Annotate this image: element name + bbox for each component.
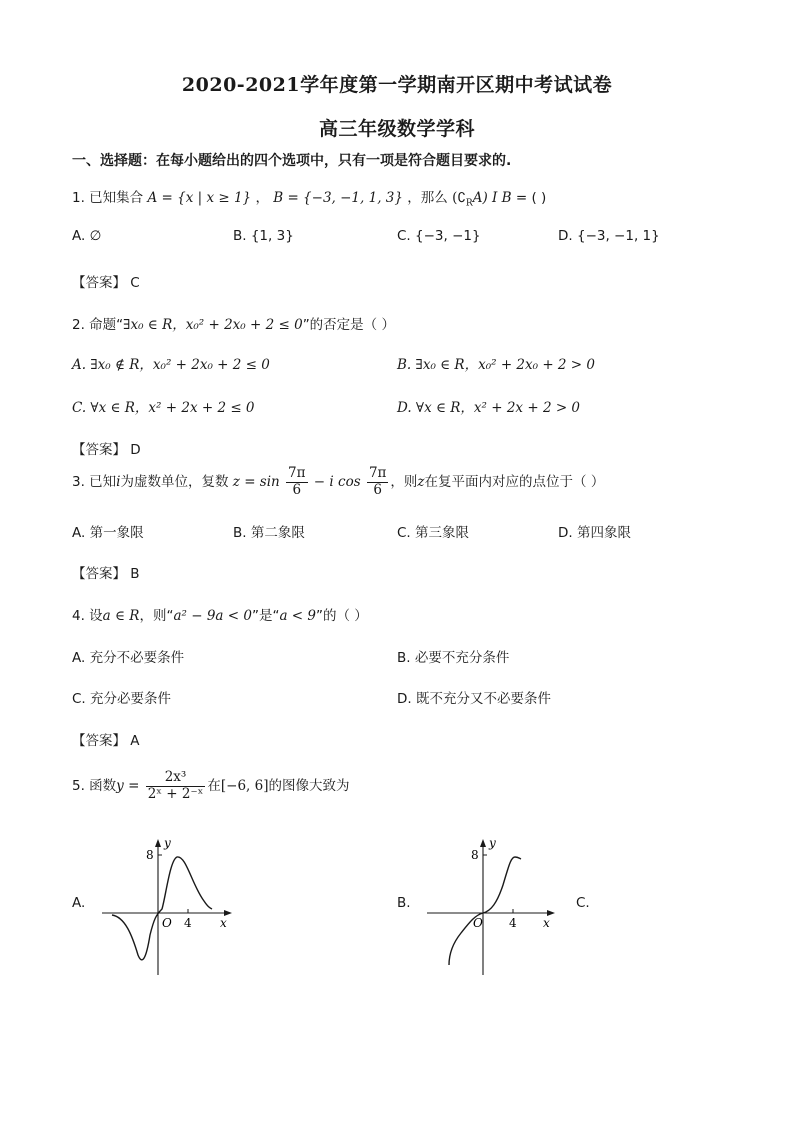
q1-sep1: ， bbox=[255, 190, 269, 206]
section-heading: 一、选择题：在每小题给出的四个选项中，只有一项是符合题目要求的. bbox=[72, 153, 512, 169]
q3-fraction-1 bbox=[286, 466, 307, 498]
graph-a-origin: O bbox=[162, 916, 172, 930]
q3-mid: 为虚数单位，复数 bbox=[120, 474, 229, 491]
graph-b-x-tick-label: 4 bbox=[509, 916, 517, 930]
q1-sep2: ，那么 bbox=[407, 190, 448, 206]
q5-mid: 在 bbox=[207, 778, 221, 795]
q2-statement: ∃x₀ ∈ R，x₀² + 2x₀ + 2 ≤ 0 bbox=[123, 317, 303, 333]
q3-frac2-num: 7π bbox=[368, 465, 387, 481]
q4-answer-value: A bbox=[130, 733, 140, 749]
q3-option-b: B. 第二象限 bbox=[233, 525, 305, 541]
q5-frac-num: 2x³ bbox=[146, 770, 206, 787]
question-1 bbox=[72, 186, 546, 209]
q4-inequality-2: a < 9 bbox=[279, 608, 316, 624]
q1-answer-value: C bbox=[130, 275, 140, 291]
q4-answer bbox=[72, 729, 140, 749]
q1-option-a: A. ∅ bbox=[72, 228, 102, 244]
q1-set-a: A = {x | x ≥ 1} bbox=[147, 190, 252, 206]
q2-option-b: B. ∃x₀ ∈ R，x₀² + 2x₀ + 2 > 0 bbox=[397, 357, 596, 373]
question-5 bbox=[72, 770, 349, 802]
q1-expr-sub: R bbox=[465, 198, 473, 209]
q3-tail2: 在复平面内对应的点位于（ ） bbox=[424, 474, 605, 491]
q3-frac2-den: 6 bbox=[373, 481, 382, 498]
q2-tail: ”的否定是（ ） bbox=[302, 317, 395, 333]
q1-option-b: B. {1, 3} bbox=[233, 228, 294, 244]
q3-frac1-den: 6 bbox=[292, 481, 302, 498]
question-4 bbox=[72, 604, 368, 624]
q5-option-c-label: C. bbox=[576, 895, 590, 911]
exam-title: 2020-2021学年度第一学期南开区期中考试试卷 bbox=[181, 74, 613, 96]
graph-a-y-arrow bbox=[155, 839, 161, 847]
q3-i: i bbox=[116, 474, 121, 491]
graph-b-origin: O bbox=[473, 916, 483, 930]
q4-tail: ”的（ ） bbox=[316, 608, 368, 624]
q1-prefix: 1. 已知集合 bbox=[72, 190, 144, 206]
q2-prefix: 2. 命题“ bbox=[72, 317, 124, 333]
q5-graph-b bbox=[425, 835, 565, 975]
q1-answer bbox=[72, 271, 140, 291]
q3-minus: − i cos bbox=[309, 474, 361, 491]
graph-a-y-tick-label: 8 bbox=[146, 848, 154, 862]
q5-tail: 的图像大致为 bbox=[268, 778, 350, 795]
exam-subtitle: 高三年级数学学科 bbox=[318, 118, 475, 140]
graph-b-curve bbox=[449, 857, 521, 965]
q3-prefix: 3. 已知 bbox=[72, 474, 117, 491]
q3-option-d: D. 第四象限 bbox=[558, 525, 631, 541]
q4-option-a: A. 充分不必要条件 bbox=[72, 650, 185, 666]
q5-fraction bbox=[146, 770, 206, 802]
answer-tag: 【答案】 bbox=[72, 442, 126, 458]
q3-frac1-num: 7π bbox=[288, 465, 306, 481]
q3-option-c: C. 第三象限 bbox=[397, 525, 470, 541]
q5-graph-a bbox=[100, 835, 240, 975]
q3-tail1: ，则 bbox=[390, 474, 418, 491]
q4-prefix: 4. 设 bbox=[72, 608, 103, 624]
q1-set-b: B = {−3, −1, 1, 3} bbox=[273, 190, 403, 206]
graph-a-y-label: y bbox=[164, 836, 171, 850]
question-2 bbox=[72, 313, 395, 333]
q5-option-a-label: A. bbox=[72, 895, 86, 911]
q2-answer bbox=[72, 438, 141, 458]
graph-b-y-arrow bbox=[480, 839, 486, 847]
q3-z-eq: z = sin bbox=[232, 474, 280, 491]
q3-answer bbox=[72, 562, 140, 582]
q1-expr-tail: A) I B bbox=[472, 190, 512, 206]
q5-y-eq: y = bbox=[116, 778, 140, 795]
q4-condition: a ∈ R bbox=[102, 608, 140, 624]
q5-option-b-label: B. bbox=[397, 895, 411, 911]
q4-mid1: ，则“ bbox=[139, 608, 174, 624]
q5-frac-den: 2ˣ + 2⁻ˣ bbox=[147, 785, 204, 802]
q5-prefix: 5. 函数 bbox=[72, 778, 117, 795]
question-3 bbox=[72, 466, 604, 498]
q4-inequality-1: a² − 9a < 0 bbox=[173, 608, 252, 624]
answer-tag: 【答案】 bbox=[72, 275, 126, 291]
answer-tag: 【答案】 bbox=[72, 733, 126, 749]
graph-b-y-tick-label: 8 bbox=[471, 848, 479, 862]
q2-option-d: D. ∀x ∈ R，x² + 2x + 2 > 0 bbox=[397, 400, 581, 416]
graph-b-y-label: y bbox=[489, 836, 496, 850]
graph-a-x-tick-label: 4 bbox=[184, 916, 192, 930]
answer-tag: 【答案】 bbox=[72, 566, 126, 582]
q1-tail: = ( ) bbox=[515, 190, 547, 206]
q2-option-c: C. ∀x ∈ R，x² + 2x + 2 ≤ 0 bbox=[72, 400, 255, 416]
q1-expr: (∁ bbox=[452, 190, 466, 206]
q3-answer-value: B bbox=[130, 566, 140, 582]
q4-mid2: ”是“ bbox=[251, 608, 280, 624]
q4-option-d: D. 既不充分又不必要条件 bbox=[397, 691, 551, 707]
q2-option-a: A. ∃x₀ ∉ R，x₀² + 2x₀ + 2 ≤ 0 bbox=[72, 357, 270, 373]
graph-a-curve bbox=[112, 857, 212, 960]
q3-fraction-2 bbox=[367, 466, 388, 498]
q2-answer-value: D bbox=[130, 442, 141, 458]
q4-option-c: C. 充分必要条件 bbox=[72, 691, 172, 707]
q1-option-d: D. {−3, −1, 1} bbox=[558, 228, 660, 244]
graph-b-x-label: x bbox=[543, 916, 550, 930]
q5-interval: [−6, 6] bbox=[220, 778, 269, 795]
q3-z: z bbox=[417, 474, 425, 491]
q4-option-b: B. 必要不充分条件 bbox=[397, 650, 510, 666]
q3-option-a: A. 第一象限 bbox=[72, 525, 144, 541]
q1-option-c: C. {−3, −1} bbox=[397, 228, 481, 244]
graph-a-x-label: x bbox=[220, 916, 227, 930]
